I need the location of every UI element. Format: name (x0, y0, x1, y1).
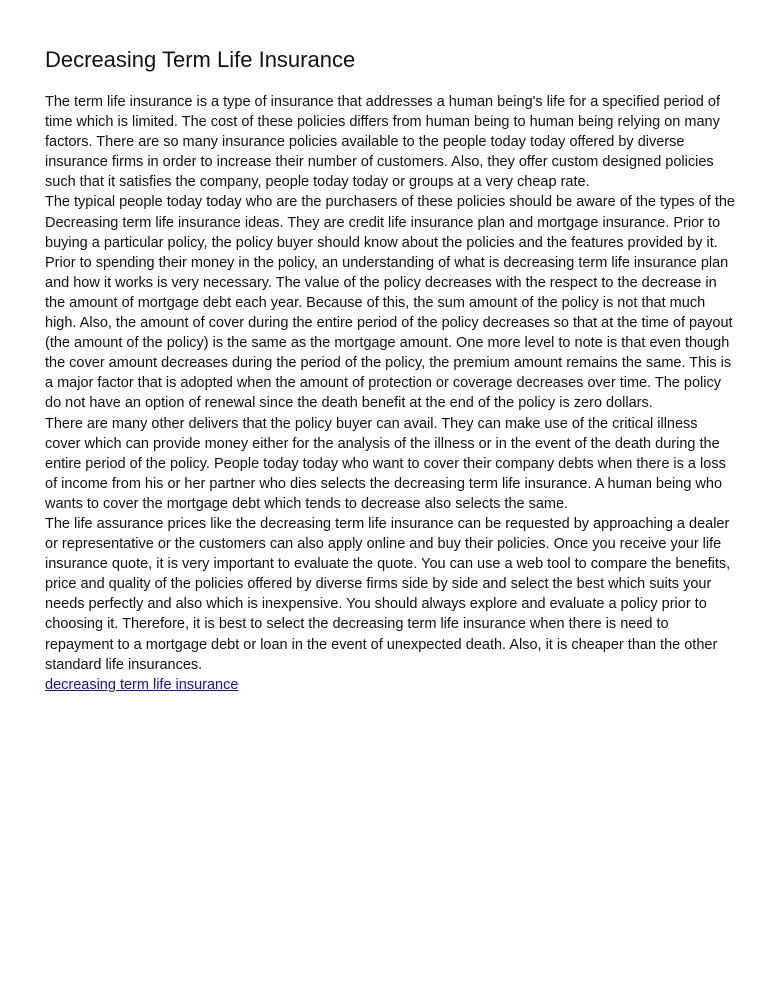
document-page (45, 46, 735, 695)
paragraph-3: Prior to spending their money in the policy, an understanding of what is decreasing term life insurance plan and how it works is very necessary. The value of the policy decreases with the respect to the decrease in the amount of mortgage debt each year. Because of this, the sum amount of the policy is not that much high. Also, the amount of cover during the entire period of the policy decreases so that at the time of payout (the amount of the policy) is the same as the mortgage amount. One more level to note is that even though the cover amount decreases during the period of the policy, the premium amount remains the same. This is a major factor that is adopted when the amount of protection or coverage decreases over time. The policy do not have an option of renewal since the death benefit at the end of the policy is zero dollars. (45, 254, 733, 412)
paragraph-4: There are many other delivers that the policy buyer can avail. They can make use of the critical illness cover which can provide money either for the analysis of the illness or in the event of the death during the entire period of the policy. People today today who want to cover their company debts when there is a loss of income from his or her partner who dies selects the decreasing term life insurance. A human being who wants to cover the mortgage debt which tends to decrease also selects the same. (45, 415, 726, 512)
decreasing-term-life-insurance-link[interactable]: decreasing term life insurance (45, 676, 239, 693)
paragraph-5: The life assurance prices like the decreasing term life insurance can be requested by approaching a dealer or representative or the customers can also apply online and buy their policies. Once you receive your life insurance quote, it is very important to evaluate the quote. You can use a web tool to compare the benefits, price and quality of the policies offered by diverse firms side by side and select the best which suits your needs perfectly and also which is inexpensive. You should always explore and evaluate a policy prior to choosing it. Therefore, it is best to select the decreasing term life insurance when there is need to repayment to a mortgage debt or loan in the event of unexpected death. Also, it is cheaper than the other standard life insurances. (45, 515, 731, 673)
page-title: Decreasing Term Life Insurance (45, 47, 356, 72)
paragraph-1: The term life insurance is a type of insurance that addresses a human being's life for a specified period of time which is limited. The cost of these policies differs from human being to human being relying on many factors. There are so many insurance policies available to the people today today offered by diverse insurance firms in order to increase their number of customers. Also, they offer custom designed policies such that it satisfies the company, people today today or groups at a very cheap rate. (45, 94, 720, 191)
paragraph-2: The typical people today today who are the purchasers of these policies should be aware of the types of the Decreasing term life insurance ideas. They are credit life insurance plan and mortgage insurance. Prior to buying a particular policy, the policy buyer should know about the policies and the features provided by it. (45, 194, 735, 251)
